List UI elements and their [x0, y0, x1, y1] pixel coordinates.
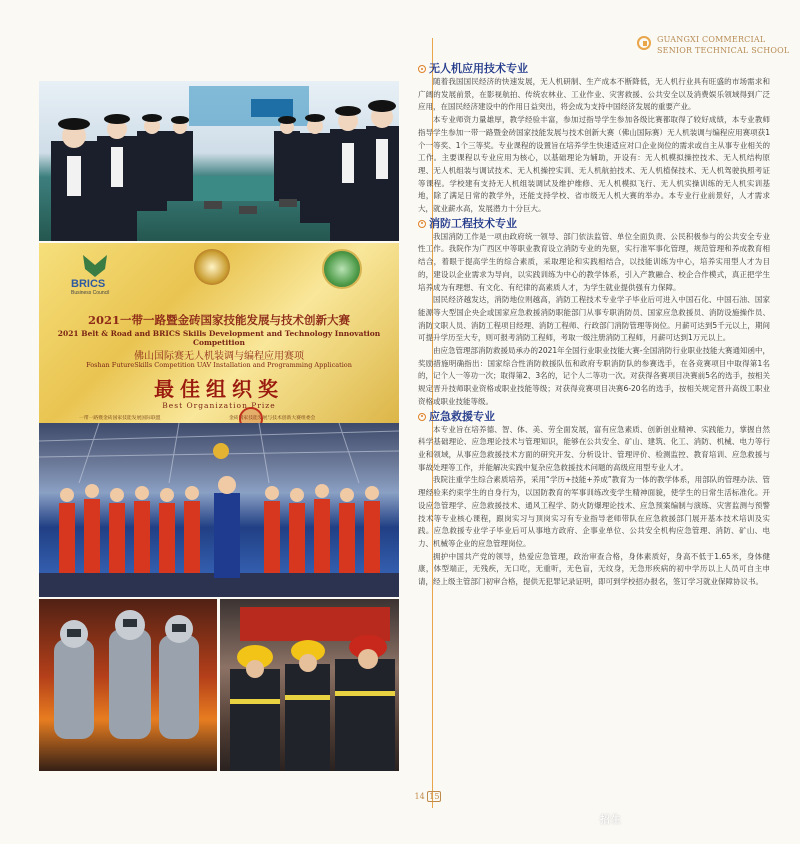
watermark: 招生: [600, 815, 622, 826]
paragraph: 由应急管理部消防救援局承办的2021年全国行业职业技能大赛-全国消防行业职业技能大赛通知函中，奖励措施明确指出：国家综合性消防救援队伍和政府专职消防队的参赛选手，在各竞赛项目中取得第1名的，记个人一等功一次；取得第2、3名的，记个人二等功一次。对获得各赛项目决赛前5名的选手，按相关规定晋升技师职业资格或职业技能等级；对获得竞赛项目决赛6-20名的选手，按相关规定晋升高级工职业资格或职业技能等级。: [418, 346, 770, 406]
award-title-en: 2021 Belt & Road and BRICS Skills Development and Technology Innovation Competition: [57, 329, 381, 347]
award-org-left: 一带一路暨金砖国家技能发展国际联盟: [79, 416, 161, 421]
page-number-right: 15: [429, 792, 440, 801]
paragraph: 拥护中国共产党的领导，热爱应急管理，政治审查合格，身体素质好，身高不低于1.65米，身体健康，体型端正，无残疾，无口吃，无重听，无色盲，无纹身，无急形疾病的初中学历以上人员可自主申请，经上级主管部门初审合格，提供无犯罪记录证明，即可到学校招办报名，签订学习就业保障协议书。: [418, 551, 770, 587]
paragraph: 国民经济越发达，消防地位则越高，消防工程技术专业学子毕业后可进入中国石化、中国石油、国家能源等大型国企央企或国家应急救援消防职能部门从事专职消防员、国家应急救援员、消防设施操作员、消防文职人员、消防工程项目经理、消防工程师、行政部门消防管理等岗位。月薪可达到5千元以上，期间可提升学历至大专，则可报考消防工程师，考取一级注册消防工程师，月薪可达到1万元以上。: [418, 295, 770, 343]
school-name-en: [657, 34, 789, 56]
award-prize-en: Best Organization Prize: [162, 401, 276, 410]
paragraph: 随着我国国民经济的快速发展，无人机研制、生产成本不断降低，无人机行业具有旺盛的市场需求和广阔的发展前景，在影视航拍、传统农林业、工业作业、灾害救援、公共安全以及消费娱乐领域得到广泛应用，在国民经济建设中的作用日益突出，将会成为支持中国经济发展的重要产业。: [418, 77, 770, 112]
brics-logo-sub: Business Council: [71, 290, 110, 295]
award-certificate: [39, 243, 399, 429]
award-title-cn: 2021一带一路暨金砖国家技能发展与技术创新大赛: [87, 313, 350, 327]
section-heading-text: 应急救援专业: [429, 409, 495, 423]
section-heading-text: 消防工程技术专业: [429, 216, 517, 230]
photo-collage: [39, 81, 399, 771]
protective-suit-illustration: [39, 599, 217, 771]
section-heading-text: 无人机应用技术专业: [429, 62, 528, 75]
paragraph: 本专业旨在培养德、智、体、美、劳全面发展，富有应急素质、创新创业精神、实践能力，掌握自然科学基础理论、应急理论技术与管理知识，能够在公共安全、矿山、建筑、化工、消防、机械、电力等行业和领域，从事应急救援技术方面的研究开发、分析设计、管理评价、检测监控、教育培训、应急救援与事故处理等工作，并能解决实践中复杂应急救援技术问题的高级应用型专业人才。: [418, 424, 770, 472]
fire-team-illustration: [39, 423, 399, 597]
drone-classroom-photo: [39, 81, 399, 241]
article-column: [418, 62, 770, 589]
page-number-left: 14: [414, 792, 425, 801]
competition-emblem-icon: [194, 249, 230, 285]
section-emergency-rescue: [418, 410, 770, 589]
school-name-line2: SENIOR TECHNICAL SCHOOL: [657, 46, 790, 55]
school-name-line1: GUANGXI COMMERCIAL: [657, 35, 766, 44]
school-emblem-icon: [637, 36, 651, 50]
protective-suit-photo: [39, 599, 217, 771]
paragraph: 我国消防工作是一项由政府统一领导、部门依法监管、单位全面负责、公民积极参与的公共安全专业性工作。我院作为广西区中等职业教育设立消防专业的先驱，实行准军事化管理，规范管理和养成教育相结合，着眼于提高学生的综合素质，采取理论和实践相结合，以技能训练为中心，培养实用型人才为目的，建设以企业需求为导向，以实践训练为中心的教学体系，引入产教融合、校企合作模式，真正把学生培养成为有理想、有文化、有纪律的高素质人才，为学生就业提供强有力保障。: [418, 231, 770, 292]
bullet-circle-icon: [418, 413, 426, 421]
fire-team-photo: [39, 423, 399, 597]
award-subtitle-cn: 佛山国际赛无人机装调与编程应用赛项: [134, 351, 304, 362]
award-subtitle-en: Foshan FutureSkills Competition UAV Installation and Programming Application: [86, 361, 352, 369]
award-prize-cn: 最佳组织奖: [154, 377, 284, 401]
paragraph: 我院注重学生综合素质培养，采用“学历+技能+养成”教育为一体的教学体系，用部队的管理办法、管理经验来约束学生的自身行为，以国防教育的军事训练改变学生精神面貌，使学生的日常生活标准化。开设应急管理学、应急救援技术、通风工程学、防火防爆理论技术、应急预案编制与演练、灾害监测与预警技术等专业核心课程，跟岗实习与顶岗实习有专业指导老师带队在应急救援部门展开基本技术培训及实践。应急救援专业学子毕业后可从事地方政府、企事业单位、公共安全机构应急管理、消防、矿山、电力、机械等企业的应急管理岗位。: [418, 475, 770, 548]
firefighter-helmet-photo: [220, 599, 399, 771]
bullet-circle-icon: [418, 65, 426, 73]
section-heading: [418, 217, 770, 231]
section-uav: [418, 62, 770, 216]
paragraph: 本专业师资力量雄厚，教学经验丰富，参加过指导学生参加各级比赛都取得了较好成绩，本专业教师指导学生参加一带一路暨金砖国家技能发展与技术创新大赛（佛山国际赛）无人机装调与编程应用赛项获1个一等奖、1个三等奖。专业课程的设置旨在培养学生快速适应对口企业岗位的需求或自主从事专业相关的工作。主要课程以专业应用为核心，以基础理论为辅助，开设有：无人机模拟操控技术、无人机结构原理、无人机组装与调试技术、无人机操控实训、无人机航拍技术、无人机植保技术、无人机驾驶执照考证等课程。学校建有支持无人机组装调试及维护维修、无人机模拟飞行、无人机实操训练的无人机实训基地，除了满足日常的教学外，还能支持学校、省市级无人机大赛的举办。本专业行业前景好，人才需求大，就业薪水高，发展潜力十分巨大。: [418, 115, 770, 214]
section-heading: [418, 410, 770, 424]
organizer-seal-icon: [322, 249, 362, 289]
section-heading: [418, 62, 770, 76]
section-fire-engineering: [418, 217, 770, 409]
firefighter-helmet-illustration: [220, 599, 399, 771]
drone-classroom-illustration: [39, 81, 399, 241]
page-numbers: [408, 791, 448, 802]
brics-logo: [65, 251, 125, 295]
brics-emblem-icon: [65, 251, 125, 295]
school-logo: [637, 34, 790, 58]
brics-logo-text: BRICS: [71, 278, 106, 290]
bullet-circle-icon: [418, 220, 426, 228]
award-org-right: 金砖国家技能发展与技术创新大赛组委会: [229, 416, 316, 421]
